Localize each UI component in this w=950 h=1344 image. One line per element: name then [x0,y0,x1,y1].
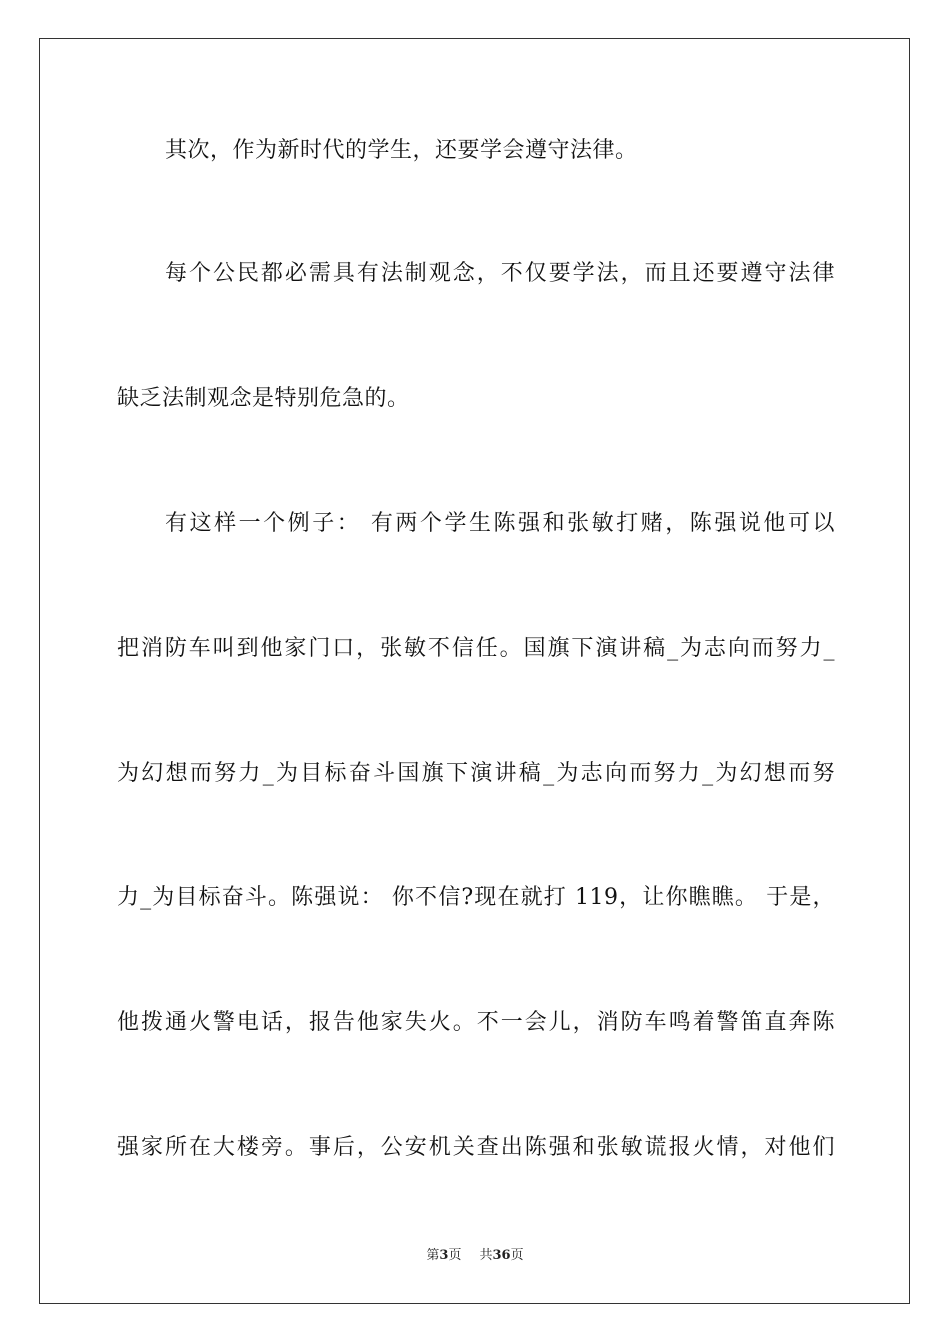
footer-total-prefix: 共 [479,1248,493,1263]
footer-prefix: 第 [426,1248,440,1263]
paragraph-line-3: 缺乏法制观念是特别危急的。 [117,386,410,411]
footer-total-suffix: 页 [510,1248,524,1263]
paragraph-line-7: 力_为目标奋斗。陈强说： 你不信?现在就打 119，让你瞧瞧。 于是， [117,885,835,910]
paragraph-line-4: 有这样一个例子： 有两个学生陈强和张敏打赌，陈强说他可以 [165,511,835,536]
paragraph-line-1: 其次，作为新时代的学生，还要学会遵守法律。 [165,138,638,163]
paragraph-line-8: 他拨通火警电话，报告他家失火。不一会儿，消防车鸣着警笛直奔陈 [117,1010,835,1035]
page-frame [39,38,910,1304]
paragraph-line-2: 每个公民都必需具有法制观念，不仅要学法，而且还要遵守法律 [165,261,835,286]
paragraph-line-9: 强家所在大楼旁。事后，公安机关查出陈强和张敏谎报火情，对他们 [117,1135,835,1160]
paragraph-line-6: 为幻想而努力_为目标奋斗国旗下演讲稿_为志向而努力_为幻想而努 [117,761,835,786]
page-footer [0,1247,950,1265]
total-pages-number: 36 [492,1248,511,1263]
footer-page-suffix: 页 [448,1248,462,1263]
current-page-number: 3 [439,1248,449,1263]
paragraph-line-5: 把消防车叫到他家门口，张敏不信任。国旗下演讲稿_为志向而努力_ [117,636,835,661]
